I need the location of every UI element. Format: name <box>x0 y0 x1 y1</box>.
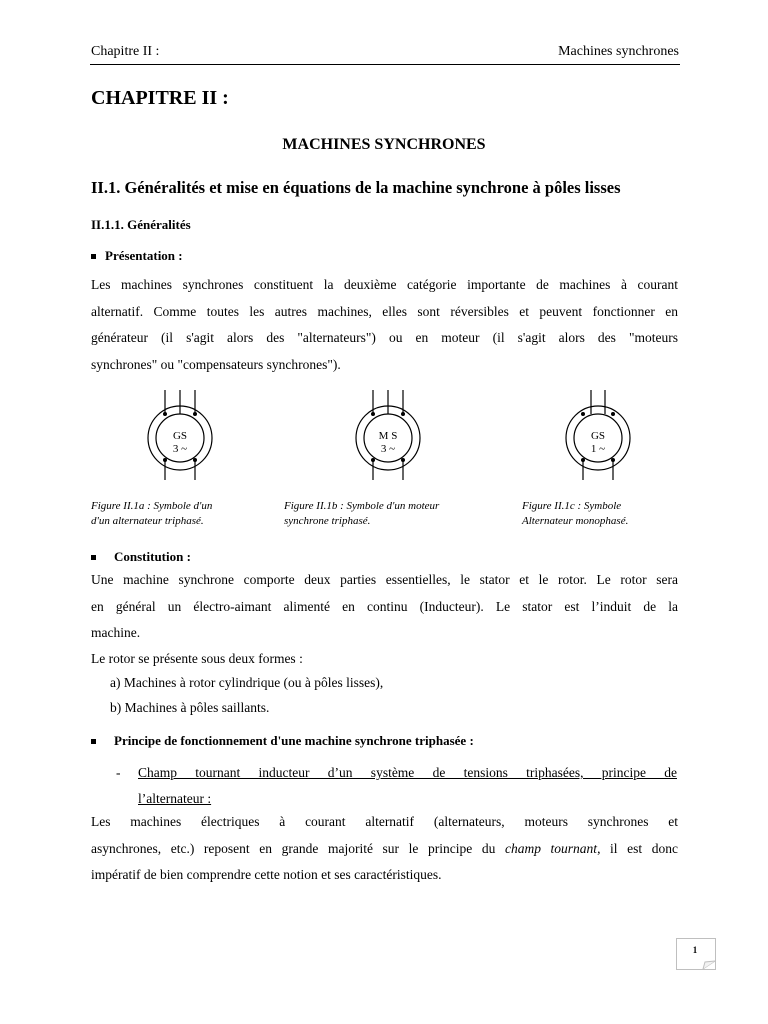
caption-line: synchrone triphasé. <box>284 515 371 527</box>
bullet-presentation <box>91 248 183 264</box>
running-header-right: Machines synchrones <box>558 44 679 59</box>
caption-line: d'un alternateur triphasé. <box>91 515 204 527</box>
rotor-intro: Le rotor se présente sous deux formes : <box>91 651 303 666</box>
symbol-label-bottom: 3 ~ <box>380 443 396 455</box>
chapter-heading: CHAPITRE II : <box>91 87 229 109</box>
dash-marker: - <box>116 765 121 780</box>
symbol-label-top: GS <box>172 430 188 442</box>
presentation-paragraph <box>91 272 678 378</box>
constitution-heading: Constitution : <box>114 549 191 564</box>
symbol-label-bottom: 1 ~ <box>590 443 606 455</box>
paragraph-line: synchrones" ou "compensateurs synchrones"). <box>91 356 341 372</box>
bullet-constitution <box>91 549 191 565</box>
bullet-principe <box>91 733 474 749</box>
paragraph-line: Les machines électriques à courant alternatif (alternateurs, moteurs synchrones et <box>91 814 678 829</box>
figure-1b-caption <box>284 499 439 529</box>
rotor-form-b: b) Machines à pôles saillants. <box>110 700 270 715</box>
constitution-paragraph <box>91 567 678 647</box>
paragraph-line: alternatif. Comme toutes les autres machines, elles sont réversibles et peuvent fonctionner en <box>91 303 678 319</box>
figure-1a-symbol <box>140 388 220 482</box>
subpoint-line-2 <box>138 786 211 811</box>
principe-paragraph <box>91 809 678 889</box>
symbol-label-top: M S <box>378 430 398 442</box>
symbol-label-bottom: 3 ~ <box>172 443 188 455</box>
rotor-form-a: a) Machines à rotor cylindrique (ou à pôles lisses), <box>110 675 384 690</box>
figure-1c-symbol <box>558 388 638 482</box>
paragraph-line: impératif de bien comprendre cette notion et ses caractéristiques. <box>91 867 442 882</box>
running-header-left: Chapitre II : <box>91 44 160 59</box>
caption-line: Figure II.1c : Symbole <box>522 500 622 512</box>
symbol-label-top: GS <box>590 430 606 442</box>
page-number: 1 <box>692 945 698 955</box>
paragraph-line: en général un électro-aimant alimenté en continu (Inducteur). Le stator est l’induit de la <box>91 598 678 614</box>
subpoint-title: Champ tournant inducteur d’un système de tensions triphasées, principe de <box>138 765 677 780</box>
subpoint-line-1 <box>138 760 677 785</box>
square-bullet-icon <box>91 555 96 560</box>
emphasis-text: champ tournant <box>504 840 598 856</box>
presentation-heading: Présentation : <box>105 248 183 263</box>
header-rule <box>90 64 680 65</box>
figure-1b-symbol <box>348 388 428 482</box>
paragraph-line: Les machines synchrones constituent la deuxième catégorie importante de machines à courant <box>91 277 678 292</box>
square-bullet-icon <box>91 739 96 744</box>
figure-1c-caption <box>522 499 628 529</box>
paragraph-line <box>91 836 678 863</box>
text-run: asynchrones, etc.) reposent en grande majorité sur le principe du <box>91 840 505 856</box>
caption-line: Alternateur monophasé. <box>522 515 629 527</box>
paragraph-line: machine. <box>91 625 141 640</box>
paragraph-line: Une machine synchrone comporte deux parties essentielles, le stator et le rotor. Le rotor sera <box>91 572 678 587</box>
subsection-heading: II.1.1. Généralités <box>91 217 191 232</box>
caption-line: Figure II.1b : Symbole d'un moteur <box>284 500 440 512</box>
section-heading: II.1. Généralités et mise en équations de la machine synchrone à pôles lisses <box>91 178 621 197</box>
paragraph-line: générateur (il s'agit alors des "alternateurs") ou en moteur (il s'agit alors des "moteurs <box>91 330 678 345</box>
square-bullet-icon <box>91 254 96 259</box>
subpoint-title-cont: l’alternateur : <box>138 791 212 806</box>
chapter-title: MACHINES SYNCHRONES <box>282 136 486 153</box>
text-run: , il est donc <box>597 840 678 856</box>
principe-heading: Principe de fonctionnement d'une machine synchrone triphasée : <box>114 733 474 748</box>
caption-line: Figure II.1a : Symbole d'un <box>91 500 213 512</box>
figure-1a-caption <box>91 499 212 529</box>
